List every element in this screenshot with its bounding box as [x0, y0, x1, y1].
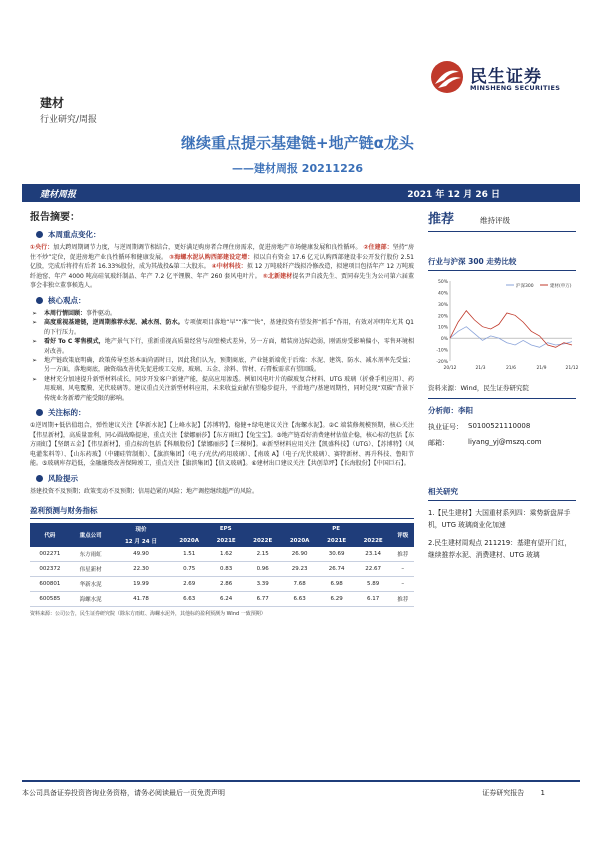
change-2-label: ②住建部： [363, 244, 393, 251]
cell-code: 600801 [30, 576, 70, 591]
cell-price: 22.30 [111, 561, 170, 576]
cell-pe: 26.90 [281, 547, 318, 562]
view-text: 事件驱动。 [86, 309, 117, 317]
section-heading-views [30, 295, 414, 306]
logo-english-name: MINSHENG SECURITIES [470, 84, 561, 92]
cell-eps: 6.77 [244, 591, 281, 606]
section-heading-changes [30, 229, 414, 240]
cell-rating: – [391, 561, 414, 576]
section-heading-targets [30, 407, 414, 418]
email-link[interactable]: liyang_yj@mszq.com [468, 438, 542, 446]
x-tick-label: 21/3 [475, 366, 486, 371]
cell-name: 东方雨虹 [70, 547, 112, 562]
cell-name: 伟星新材 [70, 561, 112, 576]
abstract-title: 报告摘要： [30, 212, 80, 223]
y-tick-label: -10% [436, 348, 448, 354]
view-bold: 看好 To C 零售模式， [44, 338, 105, 346]
email-label: 邮箱： [428, 439, 449, 447]
cell-eps: 2.15 [244, 547, 281, 562]
cell-eps: 1.51 [171, 547, 208, 562]
bullet-dot-icon [36, 297, 43, 304]
cell-rating: 推荐 [391, 547, 414, 562]
cell-eps: 3.39 [244, 576, 281, 591]
bullet-dot-icon [36, 475, 43, 482]
report-date: 2021 年 12 月 26 日 [407, 190, 500, 200]
report-title: 继续重点提示基建链+地产链α龙头 [181, 134, 414, 152]
sector-label: 建材 [40, 96, 65, 110]
view-bold: 本周行情回顾： [44, 309, 87, 317]
cell-pe: 5.89 [355, 576, 392, 591]
y-tick-label: 40% [437, 291, 448, 297]
y-tick-label: 20% [437, 314, 448, 320]
section-heading-text: 核心观点： [48, 295, 86, 305]
section-heading-text: 关注标的： [48, 408, 86, 418]
col-code: 代码 [30, 523, 70, 547]
col-eps: EPS [171, 523, 281, 535]
page-number: 1 [540, 789, 545, 797]
x-tick-label: 20/12 [443, 366, 457, 371]
section-heading-text: 本周重点变化： [48, 230, 101, 239]
cell-pe: 26.74 [318, 561, 355, 576]
footer-disclaimer: 本公司具备证券投资咨询业务资格，请务必阅读最后一页免责声明 [22, 789, 225, 797]
legend-label: 建材(申万) [550, 284, 572, 289]
view-text: 地产景气下行，重新重视高质量经营与高壁模式差异，另一方面，精装房边际趋弱，刚需房受影响偏小，零售环境相对改善。 [44, 338, 414, 355]
view-text: 专项债项目落地“早”“准”“快”，基建投资有望发挥“抓手”作用，有效对冲明年尤其 Q1 的下行压力。 [44, 319, 414, 336]
series-line-1 [450, 311, 572, 348]
change-2-text: 坚持“房住不炒”定位，促进房地产业良性循环和健康发展。 [30, 244, 414, 261]
rating-status: 维持评级 [480, 216, 511, 225]
view-bold: 高度重视基建链，逆周期推荐水泥、减水剂、防水。 [44, 319, 184, 327]
chart-title: 行业与沪深 300 走势比较 [428, 256, 576, 271]
bullet-dot-icon [36, 409, 43, 416]
change-1-text: 加大跨周期调节力度，与逆周期调节相结合，更好满足购房者合理住房需求，促进房地产市场健康发展和良性循环。 [53, 244, 362, 251]
cell-name: 华新水泥 [70, 576, 112, 591]
forecast-table-title: 盈利预测与财务指标 [30, 505, 414, 519]
change-1-label: ①央行： [30, 244, 54, 251]
chart-source: 资料来源：Wind，民生证券研究院 [428, 383, 576, 399]
footer-divider [22, 780, 580, 782]
view-bullet-5 [30, 375, 414, 403]
view-bullet-4 [30, 356, 414, 375]
cell-code: 002372 [30, 561, 70, 576]
table-row [30, 576, 414, 591]
cell-eps: 6.24 [208, 591, 245, 606]
analyst-cert-row [428, 422, 576, 432]
view-text: 建材充分加速提升新型材料成长，同步开发客户新建产能，提高应用渗透。例如风电叶片的碳玻复合材料、UTG 玻璃（折叠手机应用）、药用玻璃、风电覆膜、光伏玻璃等。建议重点关注新型材料应用，未来收益贡献有望稳步提升，平滑地产/基建周期性，同时兑现“双碳”背景下传统业务新增产能受限的影响。 [44, 375, 414, 402]
y-tick-label: 50% [437, 280, 448, 285]
bullet-dot-icon [36, 231, 43, 238]
change-3-text: 拟以自有资金 17.6 亿元认购西部建设非公开发行股份 2.51 亿股，完成后将持有后者 16.33%股份，成为其战投&第二大股东。 [30, 253, 414, 271]
series-line-0 [450, 327, 572, 348]
trend-line-chart [428, 275, 579, 375]
footer-page-info [482, 788, 545, 798]
cell-pe: 6.17 [355, 591, 392, 606]
logo-chinese-name: 民生证券 [470, 67, 542, 87]
cell-rating: 推荐 [391, 591, 414, 606]
y-tick-label: -20% [436, 360, 448, 365]
x-tick-label: 21/9 [536, 366, 547, 371]
rating-row [428, 208, 576, 232]
view-bullet-3 [30, 337, 414, 356]
abstract-column [30, 208, 414, 617]
section-heading-risk [30, 473, 414, 484]
cell-pe: 7.68 [281, 576, 318, 591]
section-heading-text: 风险提示 [48, 474, 78, 483]
changes-paragraph [30, 243, 414, 291]
cell-price: 41.78 [111, 591, 170, 606]
related-research-item[interactable]: 2.民生建材周观点 211219：基建有望开门红，继续推荐水泥、消费建材、UTG 玻璃 [428, 539, 572, 559]
report-series-name: 建材周报 [40, 190, 77, 200]
col-price-date: 12 月 24 日 [111, 535, 170, 547]
cell-pe: 22.67 [355, 561, 392, 576]
cell-code: 600585 [30, 591, 70, 606]
y-tick-label: 0% [440, 337, 448, 343]
cert-value: S0100521110008 [468, 422, 531, 430]
analyst-email-row [428, 438, 576, 448]
cell-pe: 6.63 [281, 591, 318, 606]
report-header-bar [22, 184, 580, 202]
report-subtitle: ——建材周报 20211226 [231, 162, 364, 175]
col-pe: PE [281, 523, 391, 535]
col-name: 重点公司 [70, 523, 112, 547]
col-price: 现价 [111, 523, 170, 535]
change-5-label: ⑤北新建材 [262, 272, 293, 280]
change-4-text: 拟 12 万吨玻纤产线拟冷修改造，拟建项目包括年产 12 万吨玻纤池窑、年产 4000 吨高硅氧玻纤制品、年产 7.2 亿平锂膜、年产 260 套风电叶片。 [30, 263, 414, 280]
cell-pe: 29.23 [281, 561, 318, 576]
cell-eps: 0.83 [208, 561, 245, 576]
footer-report-type: 证券研究报告 [482, 789, 525, 797]
forecast-table [30, 523, 414, 607]
related-research-item[interactable]: 1.【民生建材】大国重材系列四：乘势新盘屏手机，UTG 玻璃商业化加速 [428, 509, 571, 529]
change-5-text: 提名尹自波先生、贾同春先生为公司第六届董事会非独立董事候选人。 [30, 272, 414, 290]
cell-eps: 0.96 [244, 561, 281, 576]
minsheng-logo-icon [430, 60, 464, 94]
report-type-label: 行业研究/周报 [40, 115, 98, 125]
col-eps-2021e: 2021E [208, 535, 245, 547]
x-tick-label: 21/12 [565, 366, 579, 371]
cell-pe: 23.14 [355, 547, 392, 562]
cell-code: 002271 [30, 547, 70, 562]
cell-eps: 6.63 [171, 591, 208, 606]
cell-pe: 30.69 [318, 547, 355, 562]
table-source-note: 资料来源：公司公告，民生证券研究院（除东方雨虹、海螺水泥外，其他标的盈利预测为 Wind 一致预期） [30, 610, 266, 617]
cell-eps: 1.62 [208, 547, 245, 562]
legend-label: 沪深300 [516, 284, 534, 289]
col-pe-2022e: 2022E [355, 535, 392, 547]
table-row [30, 547, 414, 562]
y-tick-label: 10% [437, 325, 448, 331]
col-pe-2020a: 2020A [281, 535, 318, 547]
col-pe-2021e: 2021E [318, 535, 355, 547]
col-eps-2020a: 2020A [171, 535, 208, 547]
company-logo [430, 60, 570, 100]
cell-pe: 6.29 [318, 591, 355, 606]
targets-paragraph: ①逆周期+低估值组合，弹性建议关注【华新水泥】【上峰水泥】【苏博特】，稳健+绿电建议关注【海螺水泥】。②C 端装修规模预期，核心关注【伟星新材】，高质量盈利，同心圆战略提速，重点关注【蒙娜丽莎】【东方雨虹】【兔宝宝】。③地产链看好消费建材估值企稳，核心标的包括【东方雨虹】【坚朗五金】【伟星新材】，重点标的包括【科顺股份】【蒙娜丽莎】【三棵树】。④新型材料应用关注【凯盛科技】（UTG）、【苏博特】（风电灌浆料等）、【山东药玻】（中硼硅管制瓶）、【旗滨集团】（电子/光伏/药用玻璃）、【南玻 A】（电子/光伏玻璃）、赛特新材、再升科技、鲁阳节能。⑤玻璃库存趋低，金融融资改善保障竣工，重点关注【旗滨集团】【信义玻璃】。⑥建材出口建议关注【共创草坪】【长海股份】【中国巨石】。 [30, 422, 414, 468]
x-tick-label: 21/6 [505, 366, 517, 371]
rating-value: 推荐 [428, 212, 455, 227]
table-row [30, 561, 414, 576]
cell-rating: – [391, 576, 414, 591]
change-3-label: ③海螺水泥认购西部建设定增： [169, 253, 254, 261]
col-rating: 评级 [391, 523, 414, 547]
cell-price: 49.90 [111, 547, 170, 562]
change-4-label: ④中材科技： [211, 263, 247, 271]
sidebar-column [428, 208, 579, 561]
cert-label: 执业证号： [428, 423, 463, 431]
cell-eps: 2.69 [171, 576, 208, 591]
cell-price: 19.99 [111, 576, 170, 591]
view-bullet-1 [30, 309, 414, 318]
related-research-title: 相关研究 [428, 486, 576, 501]
cell-eps: 0.75 [171, 561, 208, 576]
view-text: 地产链政策底明确，政策传导至基本面尚需时日，因此我们认为，预期商底，产业链新端优于后端：水泥、建筑、防水、减水剂率先受益；另一方面，落地商底，融资端改善优先促进竣工交房，玻璃、五金、涂料、管材、石膏板需求有望回暖。 [44, 357, 414, 374]
view-bullet-2 [30, 318, 414, 337]
table-row [30, 591, 414, 606]
cell-name: 海螺水泥 [70, 591, 112, 606]
analyst-name: 分析师：李阳 [428, 406, 473, 415]
y-tick-label: 30% [437, 302, 448, 308]
cell-pe: 6.98 [318, 576, 355, 591]
cell-eps: 2.86 [208, 576, 245, 591]
col-eps-2022e: 2022E [244, 535, 281, 547]
risk-paragraph: 基建投资不及预期；政策变动不及预期；信用趋紧的风险；地产调控继续超严的风险。 [30, 488, 259, 495]
